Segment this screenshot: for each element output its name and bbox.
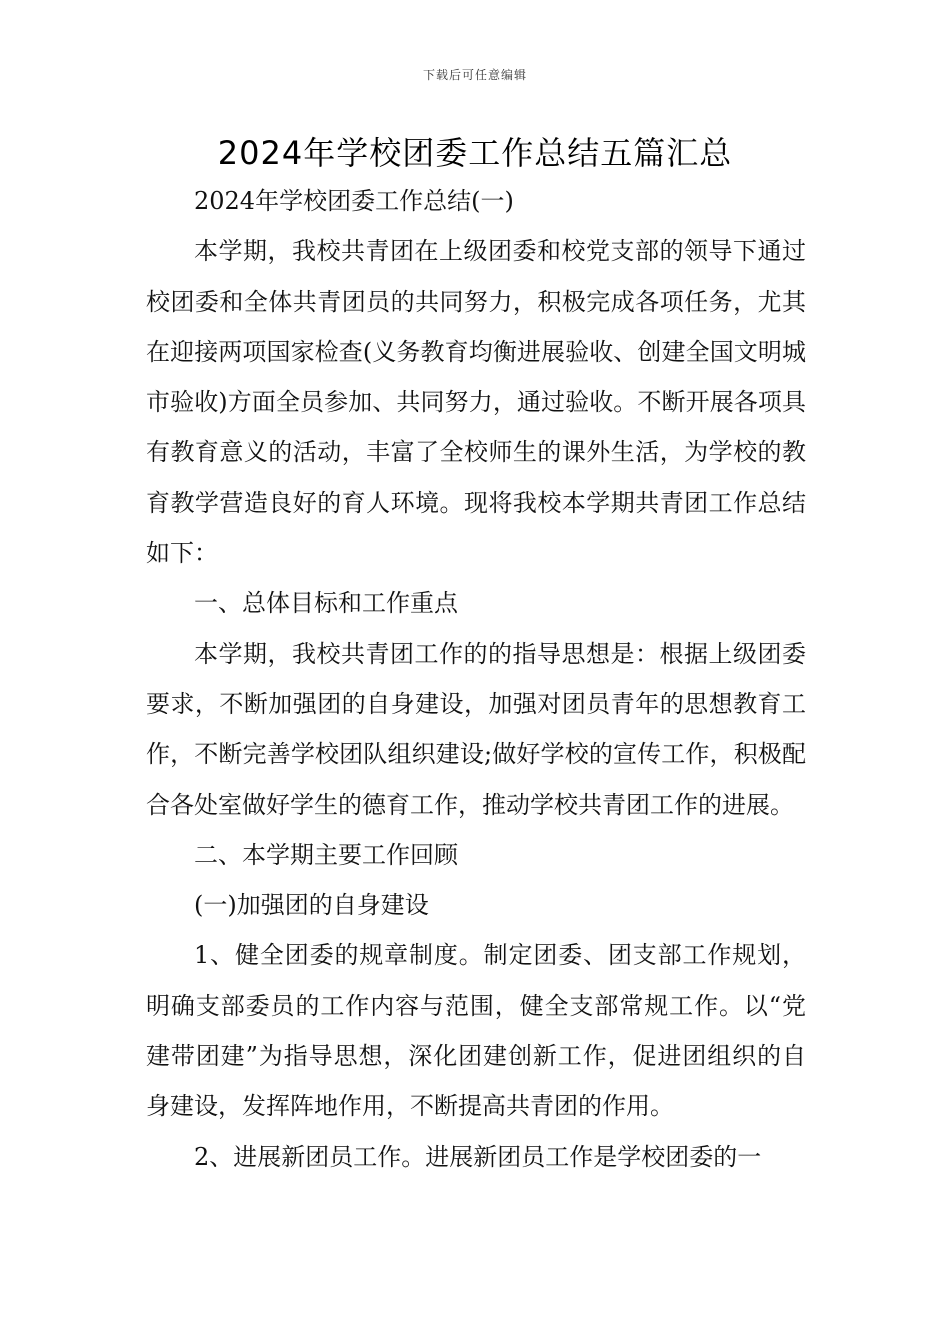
header-note: 下载后可任意编辑 <box>422 68 527 82</box>
subsection-heading: (一)加强团的自身建设 <box>194 891 429 920</box>
guideline-paragraph: 本学期，我校共青团工作的的指导思想是：根据上级团委要求，不断加强团的自身建设，加强对团员青年的思想教育工作，不断完善学校团队组织建设;做好学校的宣传工作，积极配合各处室做好学生的德育工作，推动学校共青团工作的进展。 <box>146 639 806 819</box>
document-body <box>146 176 806 1182</box>
section-heading: 一、总体目标和工作重点 <box>194 589 458 618</box>
section-subtitle: 2024年学校团委工作总结(一) <box>194 187 514 215</box>
item-paragraph: 1、健全团委的规章制度。制定团委、团支部工作规划，明确支部委员的工作内容与范围，健全支部常规工作。以“党建带团建”为指导思想，深化团建创新工作，促进团组织的自身建设，发挥阵地作用，不断提高共青团的作用。 <box>146 941 806 1121</box>
section-heading: 二、本学期主要工作回顾 <box>194 840 458 869</box>
item-paragraph: 2、进展新团员工作。进展新团员工作是学校团委的一 <box>194 1142 762 1171</box>
document-title: 2024年学校团委工作总结五篇汇总 <box>217 134 733 172</box>
intro-paragraph: 本学期，我校共青团在上级团委和校党支部的领导下通过校团委和全体共青团员的共同努力，积极完成各项任务，尤其在迎接两项国家检查(义务教育均衡进展验收、创建全国文明城市验收)方面全员参加、共同努力，通过验收。不断开展各项具有教育意义的活动，丰富了全校师生的课外生活，为学校的教育教学营造良好的育人环境。现将我校本学期共青团工作总结如下： <box>146 237 806 568</box>
